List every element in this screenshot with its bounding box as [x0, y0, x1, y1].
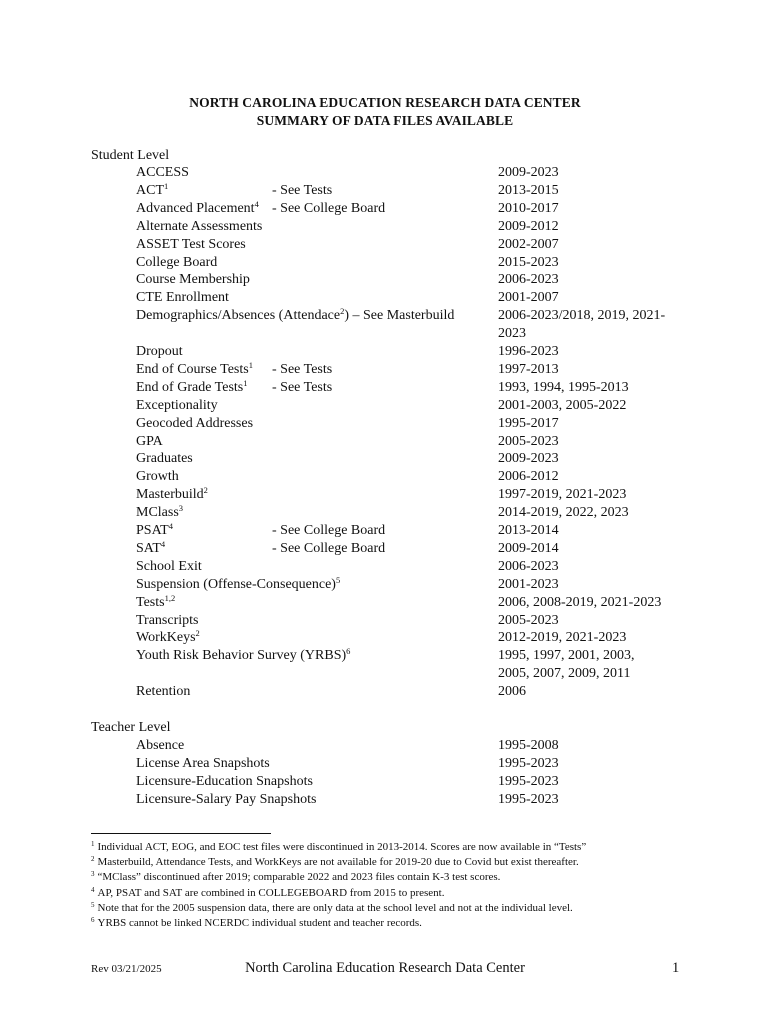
file-name: Course Membership: [136, 272, 250, 288]
list-item: [0, 774, 770, 792]
footnote-ref: 3: [178, 503, 184, 514]
cross-reference: - See Tests: [272, 361, 333, 377]
footnote-ref: 2: [340, 306, 345, 317]
years-available: 2005, 2007, 2009, 2011: [498, 666, 631, 682]
file-name: ACCESS: [136, 165, 189, 180]
list-item-continuation: [0, 666, 770, 684]
footnote-ref: 1: [164, 180, 169, 191]
list-item: [0, 756, 770, 774]
years-available: 2009-2012: [498, 218, 559, 234]
cross-reference: - See College Board: [272, 540, 386, 556]
file-name: Exceptionality: [136, 397, 218, 413]
years-available: 2005-2023: [498, 612, 559, 628]
years-available: 2006-2023: [498, 272, 559, 288]
cross-reference: - See Tests: [272, 182, 333, 198]
footnote-ref: 6: [346, 646, 351, 657]
list-item: [0, 377, 770, 398]
footnote-ref: 4: [254, 198, 259, 209]
list-item: [0, 290, 770, 308]
file-name: Graduates: [136, 451, 193, 467]
list-item: [0, 523, 770, 541]
years-available: 1996-2023: [498, 344, 559, 359]
years-available: 1995-2023: [498, 791, 559, 807]
footnote-number: 5: [91, 900, 95, 909]
file-name: End of Course Tests$^1$: [136, 359, 253, 377]
list-item: [0, 416, 770, 434]
footnote: $^4$ AP, PSAT and SAT are combined in COLLEGEBOARD from 2015 to present.: [91, 885, 445, 899]
years-available: 1995-2008: [498, 737, 559, 753]
years-available: 1995, 1997, 2001, 2003,: [498, 648, 635, 664]
years-available: 2006, 2008-2019, 2021-2023: [498, 594, 662, 610]
file-name: ACT$^1$: [136, 180, 169, 198]
file-name: ASSET Test Scores: [136, 236, 246, 252]
list-item: [0, 255, 770, 273]
list-item: [0, 487, 770, 505]
list-item: [0, 592, 770, 613]
list-item: [0, 792, 770, 810]
list-item: [0, 308, 770, 326]
file-name: MClass$^3$: [136, 503, 184, 521]
list-item: [0, 630, 770, 648]
years-available: 1995-2023: [498, 773, 559, 789]
revision-date: Rev 03/21/2025: [91, 963, 162, 975]
cross-reference: - See College Board: [272, 523, 386, 538]
list-item: [0, 684, 770, 702]
footnote-number: 2: [91, 855, 95, 864]
footnote: $^2$ Masterbuild, Attendance Tests, and WorkKeys are not available for 2019-20 due to Covid but exist thereafter.: [91, 855, 579, 869]
list-item: [0, 469, 770, 487]
file-name: Retention: [136, 684, 191, 700]
list-item: [0, 398, 770, 416]
years-available: 2006-2023: [498, 558, 559, 574]
list-item: [0, 538, 770, 559]
list-item: [0, 165, 770, 183]
footnote-divider: [91, 833, 271, 834]
file-name: School Exit: [136, 558, 202, 574]
footnote-ref: 4: [160, 538, 166, 549]
years-available: 2010-2017: [498, 200, 559, 216]
footnote-ref: 5: [335, 574, 341, 585]
years-available: 2006-2023/2018, 2019, 2021-: [498, 308, 666, 324]
file-name: CTE Enrollment: [136, 290, 229, 306]
years-available: 1997-2013: [498, 361, 559, 377]
file-name: Licensure-Education Snapshots: [136, 773, 313, 789]
cross-reference: - See Tests: [272, 379, 333, 395]
footnote-ref: 1: [248, 359, 253, 370]
years-available: 2005-2023: [498, 433, 559, 449]
file-name: PSAT$^4$: [136, 521, 173, 538]
cross-reference: - See College Board: [272, 200, 386, 216]
list-item: [0, 738, 770, 756]
file-name: Alternate Assessments: [136, 218, 263, 234]
page-number: 1: [672, 960, 680, 976]
file-name: SAT$^4$: [136, 538, 166, 556]
footnote-ref: 2: [195, 628, 200, 639]
list-item: [0, 434, 770, 452]
years-available: 2009-2023: [498, 165, 559, 180]
list-item: [0, 180, 770, 201]
list-item: [0, 648, 770, 666]
footnote-number: 3: [91, 870, 95, 879]
list-item: [0, 451, 770, 469]
footnote-ref: 1,2: [164, 592, 176, 603]
years-available: 2001-2003, 2005-2022: [498, 397, 627, 413]
footnote-ref: 4: [168, 521, 173, 531]
footnote: $^6$ YRBS cannot be linked NCERDC individual student and teacher records.: [91, 916, 422, 929]
years-available: 1997-2019, 2021-2023: [498, 487, 627, 503]
file-name: License Area Snapshots: [136, 755, 270, 771]
footer-organization: North Carolina Education Research Data Center: [245, 960, 525, 976]
footnote-number: 6: [91, 916, 95, 924]
years-available: 1993, 1994, 1995-2013: [498, 379, 629, 395]
file-name: WorkKeys$^2$: [136, 628, 200, 646]
years-available: 2002-2007: [498, 236, 559, 252]
list-item-continuation: [0, 326, 770, 344]
years-available: 2015-2023: [498, 254, 559, 270]
file-name: Dropout: [136, 344, 183, 359]
list-item: [0, 613, 770, 631]
document-title: NORTH CAROLINA EDUCATION RESEARCH DATA CENTER: [189, 95, 581, 110]
years-available: 2001-2007: [498, 290, 559, 306]
years-available: 2013-2015: [498, 182, 559, 198]
file-name: Absence: [136, 737, 185, 753]
document-subtitle: SUMMARY OF DATA FILES AVAILABLE: [256, 113, 514, 128]
list-item: [0, 344, 770, 362]
years-available: 2006: [498, 684, 526, 700]
years-available: 2009-2023: [498, 451, 559, 467]
file-name: Transcripts: [136, 612, 199, 628]
file-name: GPA: [136, 433, 163, 449]
list-item: [0, 359, 770, 380]
years-available: 2001-2023: [498, 576, 559, 592]
list-item: [0, 559, 770, 577]
teacher-level-heading: Teacher Level: [91, 719, 171, 735]
footnote-ref: 2: [203, 485, 208, 496]
list-item: [0, 219, 770, 237]
years-available: 2012-2019, 2021-2023: [498, 630, 627, 646]
footnote: $^5$ Note that for the 2005 suspension data, there are only data at the school level and not at the individual level.: [91, 900, 573, 914]
file-name: Geocoded Addresses: [136, 415, 254, 431]
file-name: Tests$^{1,2}$: [136, 592, 176, 610]
footnote: $^1$ Individual ACT, EOG, and EOC test files were discontinued in 2013-2014. Scores are now available in “Tests”: [91, 840, 587, 853]
file-name: Masterbuild$^2$: [136, 485, 208, 503]
years-available: 1995-2023: [498, 755, 559, 771]
file-name: Youth Risk Behavior Survey (YRBS)$^6$: [136, 646, 351, 664]
list-item: [0, 574, 770, 595]
file-name: Licensure-Salary Pay Snapshots: [136, 791, 317, 807]
years-available: 2013-2014: [498, 523, 559, 538]
footnote-number: 1: [91, 840, 95, 848]
years-available: 2023: [498, 326, 526, 342]
file-name: Growth: [136, 469, 179, 485]
footnote-ref: 1: [243, 377, 248, 388]
file-name: Advanced Placement$^4$: [136, 198, 259, 216]
file-name: College Board: [136, 254, 218, 270]
list-item: [0, 272, 770, 290]
footnote-number: 4: [91, 885, 95, 894]
list-item: [0, 237, 770, 255]
years-available: 2009-2014: [498, 540, 559, 556]
years-available: 2006-2012: [498, 469, 559, 485]
footnote: $^3$ “MClass” discontinued after 2019; comparable 2022 and 2023 files contain K-3 test scores.: [91, 870, 501, 884]
student-level-heading: Student Level: [91, 148, 170, 163]
file-name: Demographics/Absences (Attendace$^2$) – See Masterbuild: [136, 306, 455, 324]
list-item: [0, 505, 770, 523]
years-available: 2014-2019, 2022, 2023: [498, 505, 629, 521]
list-item: [0, 198, 770, 219]
years-available: 1995-2017: [498, 415, 559, 431]
file-name: End of Grade Tests$^1$: [136, 377, 248, 395]
file-name: Suspension (Offense-Consequence)$^5$: [136, 574, 341, 592]
